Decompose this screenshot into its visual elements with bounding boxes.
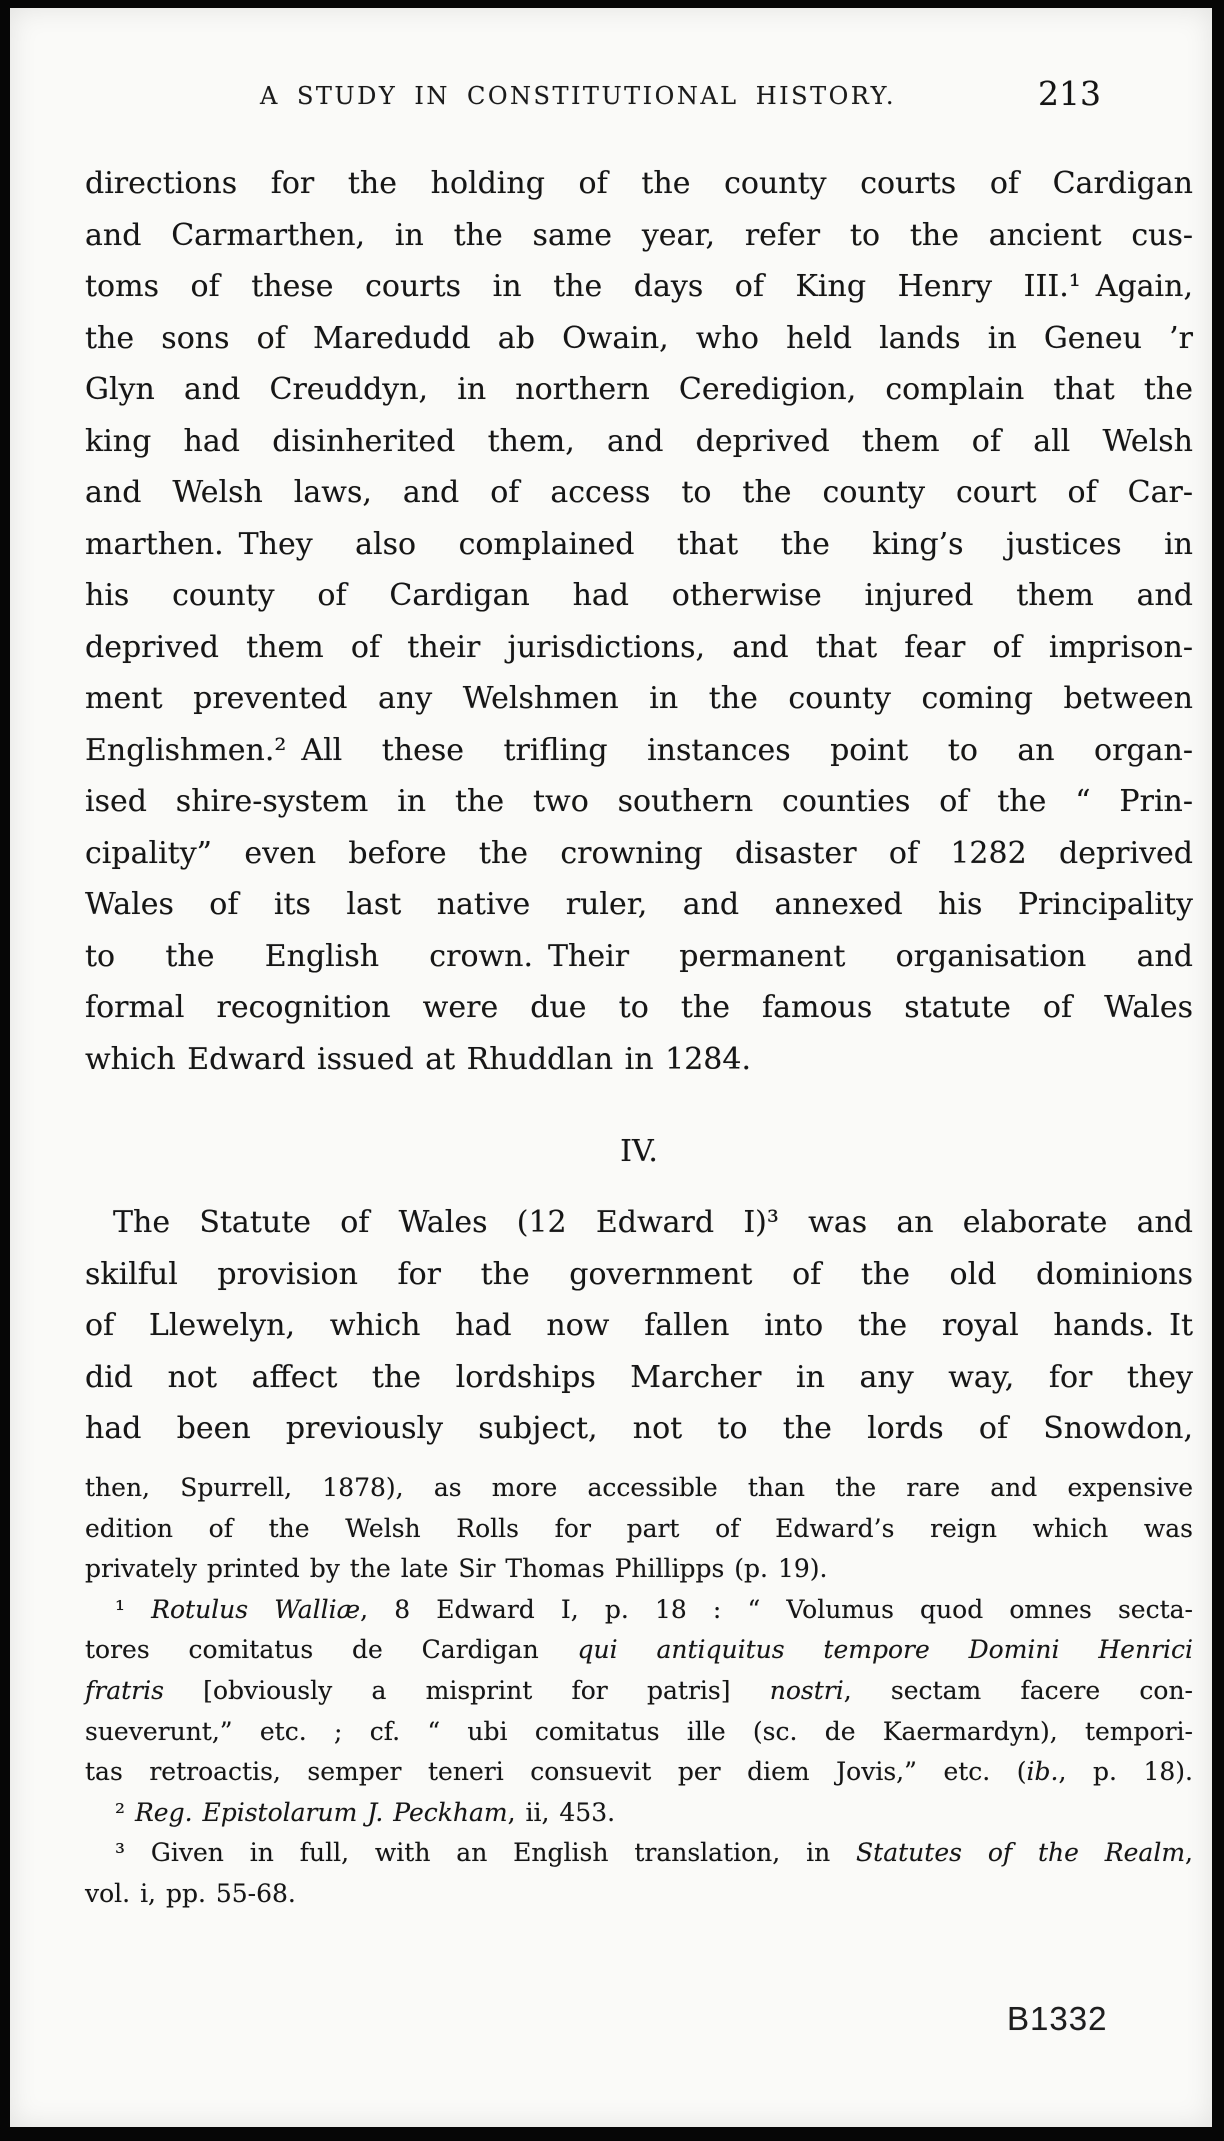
body-line: which Edward issued at Rhuddlan in 1284. — [85, 1041, 751, 1077]
body-line: to the English crown. Their permanent organisation and — [85, 938, 1193, 974]
body-line: king had disinherited them, and deprived them of all Welsh — [85, 423, 1193, 459]
body-line: and Welsh laws, and of access to the county court of Car- — [85, 475, 1193, 510]
footnote-line: privately printed by the late Sir Thomas Phillipps (p. 19). — [85, 1554, 828, 1584]
body-line: did not affect the lordships Marcher in any way, for they — [85, 1359, 1193, 1395]
footnote-line: then, Spurrell, 1878), as more accessible than the rare and expensive — [85, 1473, 1193, 1502]
running-head-title: A STUDY IN CONSTITUTIONAL HISTORY. — [260, 82, 896, 110]
footnote-line: ³ Given in full, with an English translation, in Statutes of the Realm, — [115, 1838, 1193, 1868]
body-line: directions for the holding of the county courts of Cardigan — [85, 166, 1193, 201]
body-line: cipality” even before the crowning disaster of 1282 deprived — [85, 835, 1193, 871]
footnote-line: fratris [obviously a misprint for patris] nostri, sectam facere con- — [85, 1675, 1193, 1705]
body-line: and Carmarthen, in the same year, refer to the ancient cus- — [85, 217, 1193, 253]
body-line: deprived them of their jurisdictions, and that fear of imprison- — [85, 629, 1193, 665]
body-line: formal recognition were due to the famous statute of Wales — [85, 990, 1193, 1025]
footnote-line: ¹ Rotulus Walliæ, 8 Edward I, p. 18 : “ Volumus quod omnes secta- — [115, 1594, 1193, 1624]
footnote-line: edition of the Welsh Rolls for part of Edward’s reign which was — [85, 1513, 1193, 1543]
catalog-stamp: B1332 — [1007, 2000, 1108, 2037]
body-line: had been previously subject, not to the lords of Snowdon, — [85, 1411, 1193, 1446]
body-line: of Llewelyn, which had now fallen into the royal hands. It — [85, 1308, 1193, 1343]
body-line: marthen. They also complained that the king’s justices in — [85, 526, 1193, 562]
footnote-line: vol. i, pp. 55-68. — [85, 1878, 296, 1908]
footnote-line: tores comitatus de Cardigan qui antiquitus tempore Domini Henrici — [85, 1635, 1193, 1665]
paragraph-2 — [85, 1197, 1193, 1455]
body-line: The Statute of Wales (12 Edward I)³ was an elaborate and — [113, 1205, 1193, 1240]
page-number: 213 — [1038, 74, 1101, 113]
footnote-line: sueverunt,” etc. ; cf. “ ubi comitatus ille (sc. de Kaermardyn), tempori- — [85, 1716, 1193, 1746]
body-line: ment prevented any Welshmen in the county coming between — [85, 681, 1193, 716]
body-line: Englishmen.² All these trifling instances point to an organ- — [85, 732, 1193, 768]
body-line: Wales of its last native ruler, and annexed his Principality — [85, 887, 1193, 922]
body-line: skilful provision for the government of the old dominions — [85, 1256, 1193, 1292]
book-page — [10, 8, 1212, 2127]
body-line: ised shire-system in the two southern counties of the “ Prin- — [85, 784, 1193, 819]
paragraph-1 — [85, 158, 1193, 1085]
body-line: his county of Cardigan had otherwise injured them and — [85, 578, 1193, 613]
body-line: toms of these courts in the days of King Henry III.¹ Again, — [85, 269, 1193, 304]
body-line: Glyn and Creuddyn, in northern Ceredigion, complain that the — [85, 372, 1193, 407]
footnote-line: ² Reg. Epistolarum J. Peckham, ii, 453. — [115, 1797, 616, 1827]
footnote-line: tas retroactis, semper teneri consuevit per diem Jovis,” etc. (ib., p. 18). — [85, 1757, 1193, 1787]
footnotes-block — [85, 1468, 1193, 1915]
body-line: the sons of Maredudd ab Owain, who held lands in Geneu ’r — [85, 320, 1193, 356]
section-heading: IV. — [620, 1134, 658, 1169]
